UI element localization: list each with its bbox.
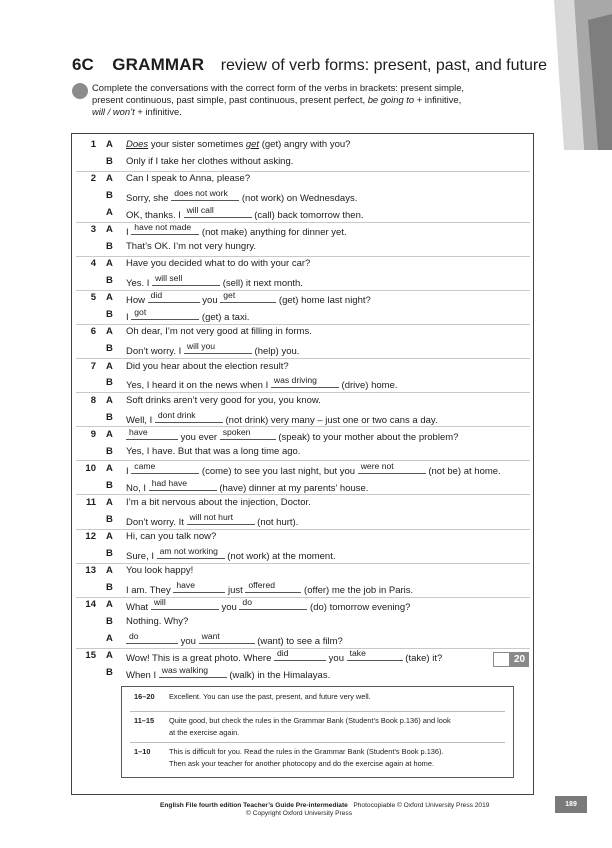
speaker-label: B — [106, 411, 113, 423]
band-range: 1–10 — [134, 747, 151, 756]
line-text — [126, 206, 364, 223]
answer-blank[interactable] — [159, 666, 227, 678]
text-segment: Hi, can you talk now? — [126, 531, 217, 542]
text-segment: you — [178, 636, 199, 647]
answer-blank[interactable] — [187, 513, 255, 525]
answer-text: do — [242, 597, 252, 608]
answer-blank[interactable] — [358, 462, 426, 474]
line-text — [126, 564, 193, 578]
text-segment: (speak) to your mother about the problem? — [275, 431, 459, 443]
line-text — [126, 325, 312, 339]
text-segment: (not work) at the moment. — [224, 550, 336, 562]
example-answer: get — [245, 139, 260, 150]
text-segment: Yes, I have. But that was a long time ago. — [126, 445, 301, 457]
text-segment: (help) you. — [251, 346, 300, 358]
text-segment: (get) angry with you? — [259, 139, 351, 150]
copyright-line: © Copyright Oxford University Press — [246, 810, 352, 817]
answer-text: have not made — [134, 222, 192, 233]
text-segment: (not hurt). — [254, 516, 299, 528]
band-range: 16–20 — [134, 692, 155, 701]
line-text — [126, 530, 216, 544]
speaker-label: A — [106, 462, 113, 474]
speaker-label: B — [106, 479, 113, 491]
text-segment: OK, thanks. I — [126, 209, 184, 221]
item-number: 8 — [90, 394, 96, 406]
answer-text: offered — [248, 580, 276, 590]
line-text — [126, 394, 321, 408]
answer-blank[interactable] — [184, 342, 252, 354]
line-text — [126, 223, 347, 240]
answer-blank[interactable] — [151, 598, 219, 610]
answer-blank[interactable] — [271, 376, 339, 388]
line-text — [126, 462, 501, 479]
item-number: 5 — [90, 292, 96, 304]
item-number: 13 — [85, 565, 96, 577]
speaker-label: A — [106, 173, 113, 185]
text-segment: When I — [126, 670, 159, 682]
answer-text: do — [129, 631, 139, 641]
item-number: 11 — [85, 496, 96, 508]
text-segment: you — [199, 295, 221, 307]
answer-blank[interactable] — [239, 598, 307, 610]
line-text — [126, 547, 336, 564]
answer-text: dont drink — [157, 409, 196, 420]
line-text — [126, 172, 250, 186]
text-segment: Wow! This is a great photo. Where — [126, 653, 275, 665]
text-segment: just — [225, 585, 246, 596]
text-segment: (not work) on Wednesdays. — [239, 193, 358, 204]
speaker-label: A — [106, 496, 113, 508]
item-number: 4 — [90, 258, 96, 270]
line-text — [126, 411, 438, 428]
text-segment: (come) to see you last night, but you — [199, 465, 358, 477]
band-text — [169, 691, 501, 703]
line-text — [126, 632, 343, 649]
band-text — [169, 715, 501, 738]
text-segment: Well, I — [126, 414, 155, 426]
line-text — [126, 291, 371, 308]
speaker-label: A — [106, 650, 113, 662]
text-segment: I — [126, 312, 132, 324]
text-segment: (sell) it next month. — [220, 278, 303, 290]
answer-blank[interactable] — [171, 189, 239, 201]
answer-text: had have — [151, 477, 188, 488]
line-text — [126, 428, 458, 445]
answer-text: did — [150, 290, 163, 301]
text-segment: Sorry, she — [126, 193, 172, 204]
item-number: 3 — [90, 224, 96, 236]
item-number: 2 — [90, 173, 96, 185]
text-segment: I am. They — [126, 585, 174, 596]
answer-blank[interactable] — [149, 479, 217, 491]
answer-blank[interactable] — [184, 206, 252, 218]
text-segment: You look happy! — [126, 565, 194, 577]
line-text — [126, 598, 410, 615]
answer-blank[interactable] — [152, 274, 220, 286]
item-number: 7 — [90, 360, 96, 372]
line-text — [126, 376, 398, 393]
total-score: 20 — [510, 652, 529, 667]
answer-text: will you — [186, 341, 216, 352]
text-segment: I — [126, 465, 132, 477]
text-segment: (get) home last night? — [276, 295, 371, 307]
text-segment: (offer) me the job in Paris. — [301, 585, 414, 596]
line-text — [126, 581, 413, 598]
band-text-line: at the exercise again. — [169, 727, 240, 737]
item-number: 12 — [85, 531, 96, 542]
band-text-line: Excellent. You can use the past, present, and future very well. — [169, 692, 371, 701]
answer-text: came — [134, 460, 156, 471]
speaker-label: B — [106, 309, 113, 321]
line-text — [126, 513, 298, 530]
speaker-label: A — [106, 139, 113, 150]
line-text — [126, 308, 249, 325]
answer-blank[interactable] — [274, 649, 326, 661]
answer-blank[interactable] — [131, 223, 199, 235]
answer-blank[interactable] — [199, 632, 255, 644]
speaker-label: B — [106, 547, 113, 559]
line-text — [126, 189, 357, 206]
page-title — [72, 55, 547, 75]
speaker-label: B — [106, 445, 113, 457]
answer-text: will not hurt — [189, 511, 233, 522]
line-text — [126, 342, 299, 359]
bullet-icon — [72, 83, 88, 99]
text-segment: Nothing. Why? — [126, 616, 189, 628]
band-separator — [130, 742, 505, 743]
text-segment: Sure, I — [126, 550, 157, 562]
line-text — [126, 257, 310, 271]
text-segment: you — [326, 653, 347, 665]
text-segment: I’m a bit nervous about the injection, Doctor. — [126, 496, 311, 508]
band-text-line: This is difficult for you. Read the rules in the Grammar Bank (Student’s Book p.136). — [169, 747, 444, 756]
answer-text: want — [201, 631, 220, 641]
speaker-label: A — [106, 599, 113, 611]
answer-blank[interactable] — [148, 291, 200, 303]
speaker-label: A — [106, 394, 113, 406]
line-text — [126, 496, 311, 510]
text-segment: (do) tomorrow evening? — [307, 602, 411, 614]
speaker-label: B — [106, 667, 113, 679]
speaker-label: A — [106, 206, 113, 218]
speaker-label: B — [106, 377, 113, 389]
line-text — [126, 155, 293, 169]
line-text — [126, 360, 289, 374]
speaker-label: A — [106, 292, 113, 304]
item-number: 15 — [85, 650, 96, 662]
corner-decoration — [554, 0, 612, 150]
answer-text: will — [153, 597, 166, 608]
text-segment: Have you decided what to do with your car? — [126, 258, 311, 270]
band-text-line: Quite good, but check the rules in the Grammar Bank (Student’s Book p.136) and look — [169, 716, 451, 725]
text-segment: Can I speak to Anna, please? — [126, 173, 251, 185]
text-segment: Yes, I heard it on the news when I — [126, 380, 271, 392]
answer-blank[interactable] — [245, 581, 301, 593]
text-segment: (have) dinner at my parents’ house. — [216, 482, 369, 494]
text-segment: I — [126, 227, 132, 239]
answer-text: does not work — [174, 188, 228, 198]
item-number: 9 — [90, 428, 96, 440]
answer-blank[interactable] — [126, 632, 178, 644]
text-segment: (not make) anything for dinner yet. — [199, 227, 347, 239]
speaker-label: B — [106, 155, 113, 167]
answer-text: did — [277, 648, 289, 659]
text-segment: How — [126, 295, 148, 307]
band-range: 11–15 — [134, 716, 155, 725]
speaker-label: B — [106, 513, 113, 525]
item-number: 1 — [90, 139, 96, 150]
answer-text: take — [349, 648, 366, 659]
speaker-label: A — [106, 258, 113, 270]
answer-text: will call — [186, 204, 214, 215]
answer-text: have — [129, 426, 148, 437]
text-segment: (drive) home. — [338, 380, 398, 392]
speaker-label: B — [106, 343, 113, 355]
page-number: 189 — [555, 796, 587, 813]
speaker-label: A — [106, 428, 113, 440]
line-text — [126, 649, 442, 666]
speaker-label: B — [106, 616, 113, 628]
speaker-label: A — [106, 633, 113, 644]
text-segment: (call) back tomorrow then. — [251, 209, 364, 221]
answer-text: have — [176, 580, 195, 590]
line-text — [126, 445, 300, 459]
speaker-label: A — [106, 224, 113, 236]
line-text — [126, 138, 350, 152]
item-number: 6 — [90, 326, 96, 338]
text-segment: No, I — [126, 482, 149, 494]
unit-code: 6C — [72, 55, 94, 74]
text-segment: your sister sometimes — [148, 139, 246, 150]
speaker-label: B — [106, 190, 113, 201]
example-answer: Does — [126, 139, 149, 150]
text-segment: Did you hear about the election result? — [126, 360, 289, 372]
footer-text: English File fourth edition Teacher’s Guide Pre-intermediate Photocopiable © Oxford University Press 2019 — [160, 802, 490, 809]
answer-blank[interactable] — [157, 547, 225, 559]
speaker-label: A — [106, 565, 113, 577]
text-segment: Don’t worry. It — [126, 516, 187, 528]
line-text — [126, 666, 330, 683]
answer-text: was walking — [161, 665, 209, 676]
text-segment: Soft drinks aren’t very good for you, you know. — [126, 394, 321, 406]
line-text — [126, 615, 188, 629]
speaker-label: B — [106, 241, 113, 252]
section-heading: GRAMMAR — [112, 55, 205, 74]
speaker-label: A — [106, 326, 113, 338]
answer-text: got — [134, 307, 147, 318]
text-segment: (take) it? — [402, 653, 443, 665]
text-segment: Oh dear, I’m not very good at filling in forms. — [126, 326, 312, 338]
item-number: 14 — [85, 599, 96, 611]
answer-blank[interactable] — [126, 428, 178, 440]
answer-blank[interactable] — [131, 462, 199, 474]
speaker-label: B — [106, 275, 113, 287]
band-text-line: Then ask your teacher for another photocopy and do the exercise again at home. — [169, 758, 434, 768]
line-text — [126, 274, 303, 291]
item-number: 10 — [85, 462, 96, 474]
section-subtitle: review of verb forms: present, past, and future — [220, 57, 548, 74]
text-segment: (walk) in the Himalayas. — [226, 670, 331, 682]
text-segment: (not be) at home. — [425, 465, 501, 477]
text-segment: you — [218, 602, 240, 614]
instructions: Complete the conversations with the correct form of the verbs in brackets: present simple, present continuous, past simple, past continuous, present perfect, be going to + infinitive, will / won’t + infinitive. — [92, 82, 465, 118]
answer-text: spoken — [222, 426, 251, 437]
answer-blank[interactable] — [131, 308, 199, 320]
answer-blank[interactable] — [220, 428, 276, 440]
band-text — [169, 746, 501, 769]
answer-blank[interactable] — [155, 411, 223, 423]
answer-blank[interactable] — [347, 649, 403, 661]
line-text — [126, 240, 256, 254]
answer-text: will sell — [155, 273, 183, 284]
band-separator — [130, 711, 505, 712]
speaker-label: A — [106, 360, 113, 372]
text-segment: Only if I take her clothes without asking. — [126, 155, 294, 167]
text-segment: Don’t worry. I — [126, 346, 184, 358]
text-segment: Yes. I — [126, 278, 153, 290]
line-text — [126, 479, 368, 496]
text-segment: (want) to see a film? — [254, 636, 343, 647]
text-segment: That’s OK. I’m not very hungry. — [126, 241, 257, 252]
answer-text: was driving — [273, 375, 317, 386]
text-segment: What — [126, 602, 151, 614]
answer-blank[interactable] — [173, 581, 225, 593]
answer-text: were not — [360, 460, 394, 471]
score-input-box[interactable] — [493, 652, 510, 667]
answer-text: am not working — [159, 545, 218, 556]
answer-blank[interactable] — [220, 291, 276, 303]
text-segment: (not drink) very many – just one or two cans a day. — [222, 414, 438, 426]
speaker-label: A — [106, 531, 113, 542]
text-segment: you ever — [178, 431, 220, 443]
speaker-label: B — [106, 582, 113, 593]
score-bands — [121, 686, 514, 778]
answer-text: get — [223, 290, 236, 301]
text-segment: (get) a taxi. — [199, 312, 250, 324]
